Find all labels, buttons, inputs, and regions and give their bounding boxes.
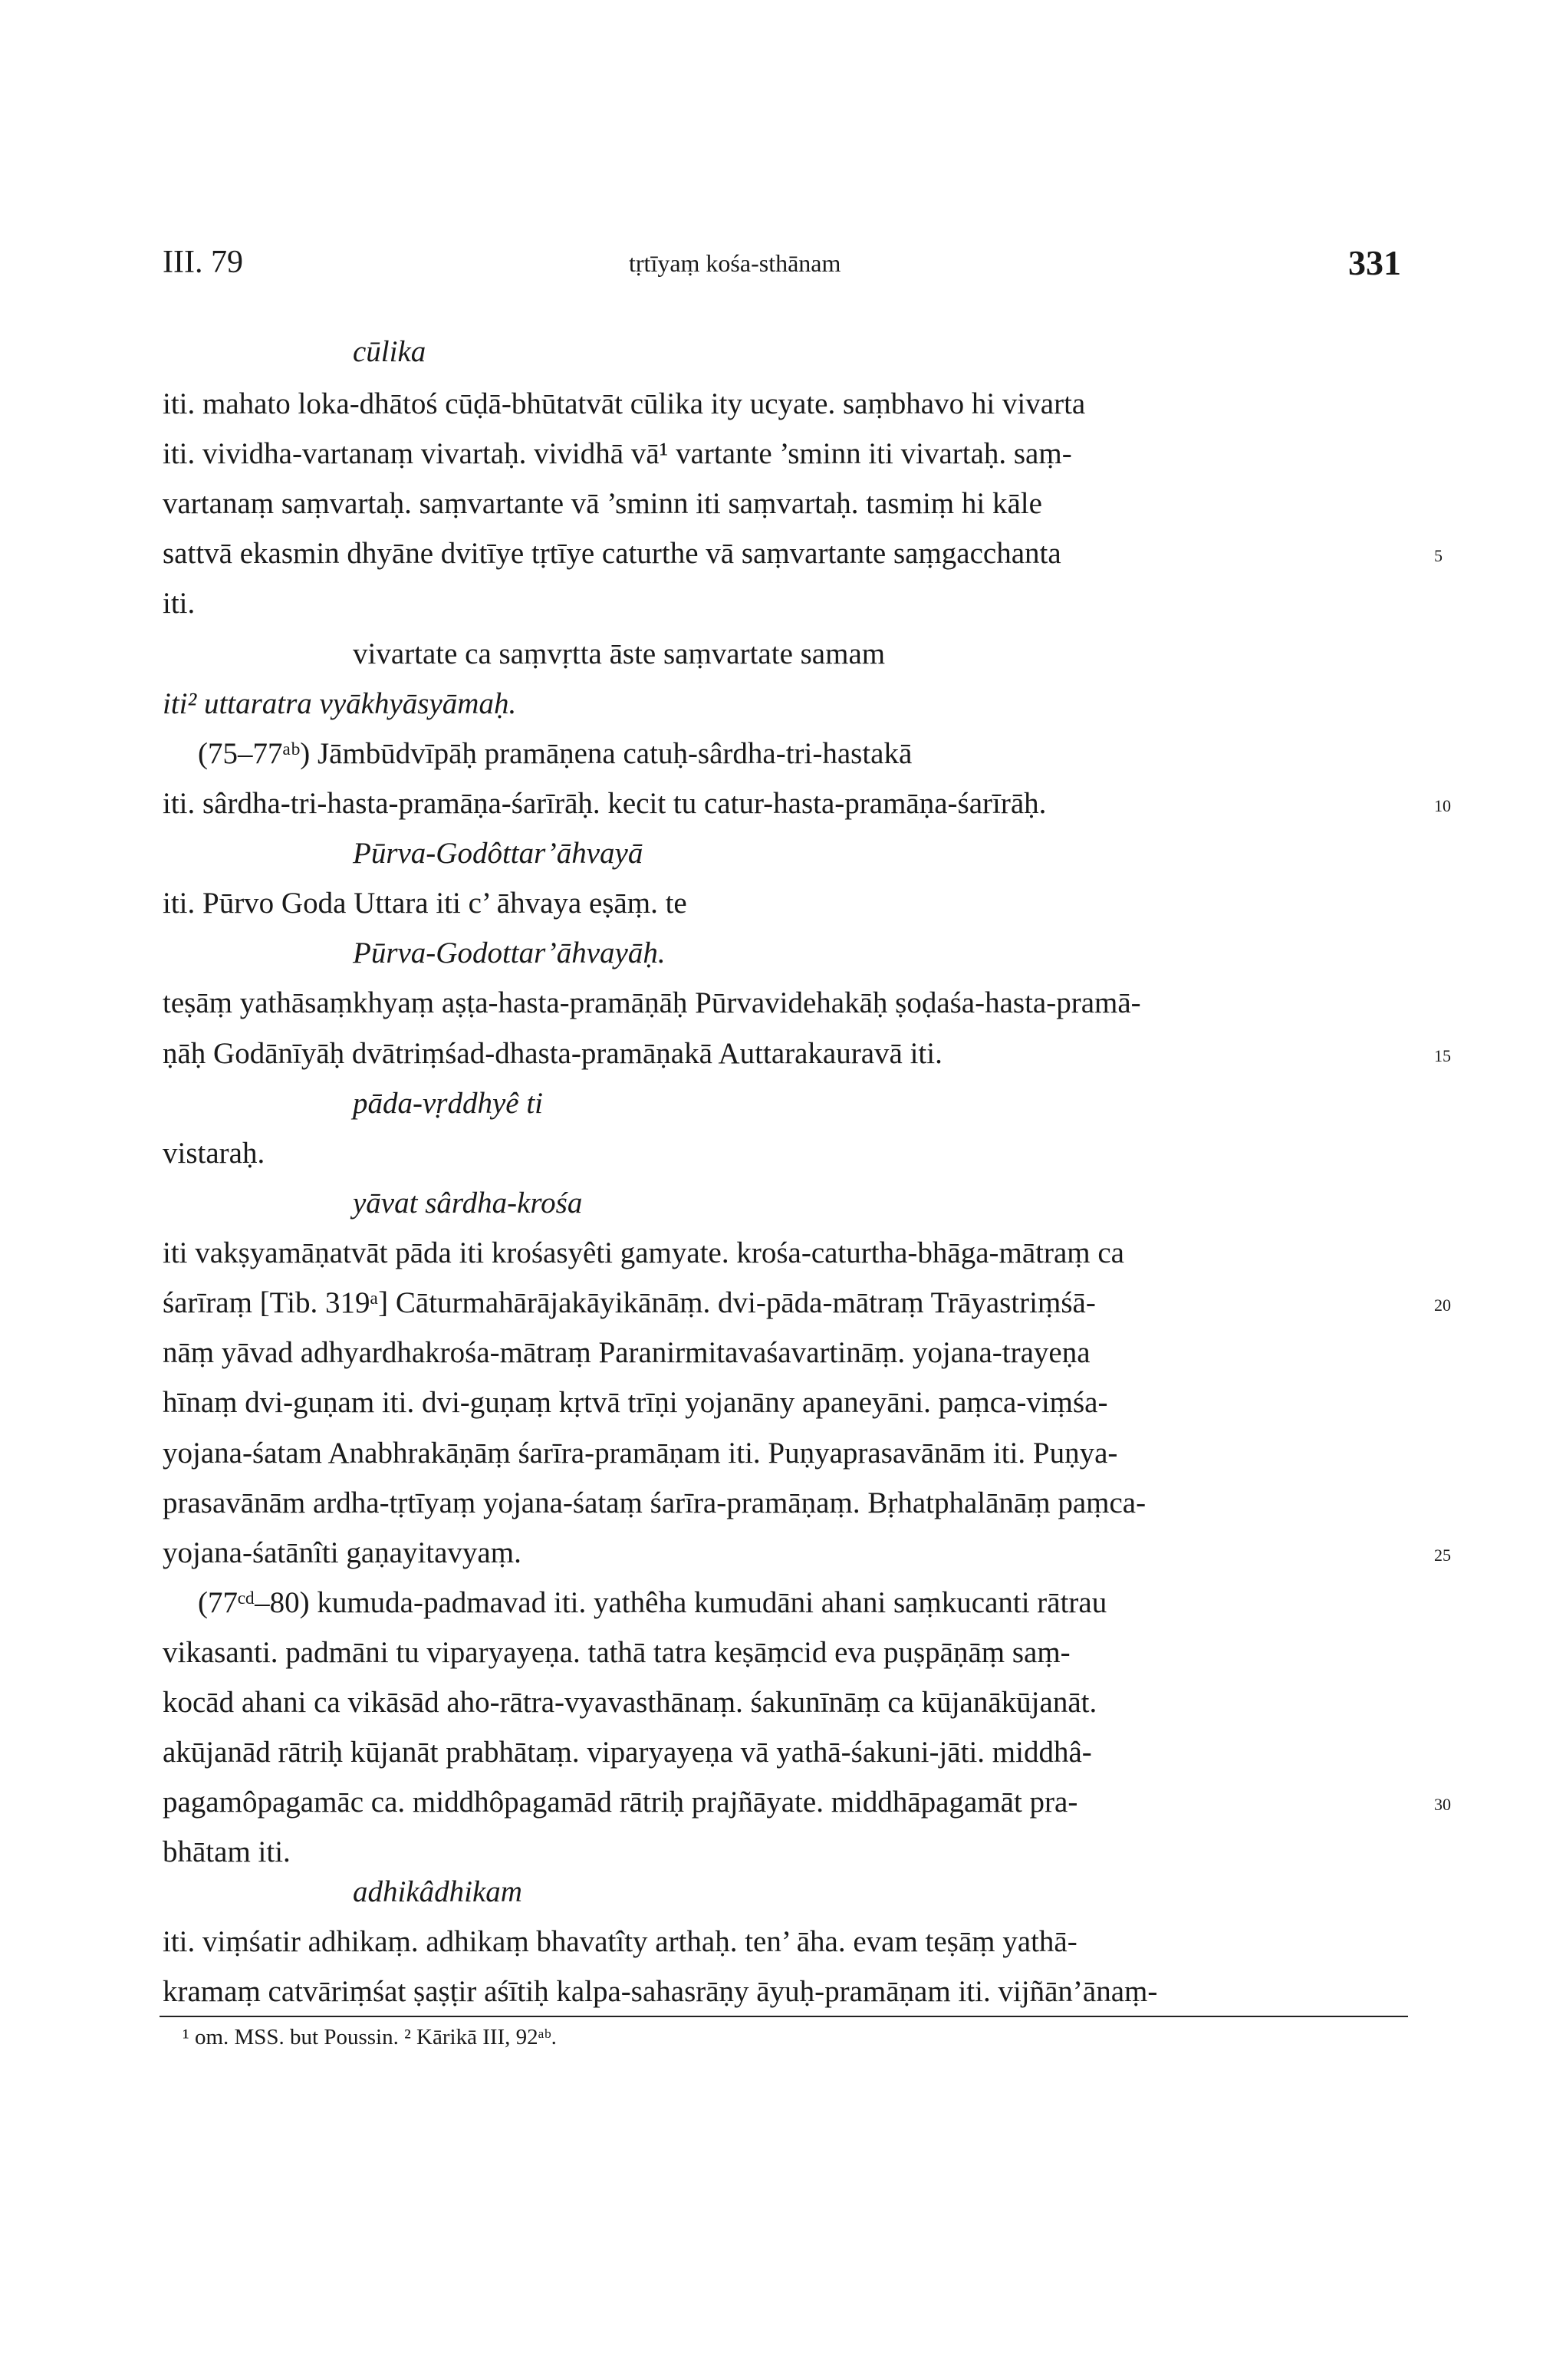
text-line: iti. vividha-vartanaṃ vivartaḥ. vividhā vā¹ vartante ’sminn iti vivartaḥ. saṃ-: [163, 437, 1072, 470]
text-line: akūjanād rātriḥ kūjanāt prabhātaṃ. viparyayeṇa vā yathā-śakuni-jāti. middhâ-: [163, 1736, 1092, 1769]
text-line: pāda-vṛddhyê ti: [353, 1087, 544, 1120]
text-line: hīnaṃ dvi-guṇam iti. dvi-guṇaṃ kṛtvā trīṇi yojanāny apaneyāni. paṃca-viṃśa-: [163, 1386, 1108, 1419]
text-line: iti. mahato loka-dhātoś cūḍā-bhūtatvāt cūlika ity ucyate. saṃbhavo hi vivarta: [163, 387, 1086, 420]
page-number: 331: [1348, 243, 1401, 282]
text-line: nāṃ yāvad adhyardhakrośa-mātraṃ Paranirmitavaśavartināṃ. yojana-trayeṇa: [163, 1336, 1091, 1369]
footnote-rule: [160, 2016, 1408, 2017]
line-number: 30: [1434, 1795, 1451, 1814]
text-line: sattvā ekasmin dhyāne dvitīye tṛtīye caturthe vā saṃvartante saṃgacchanta: [163, 537, 1061, 570]
text-line: vartanaṃ saṃvartaḥ. saṃvartante vā ’sminn iti saṃvartaḥ. tasmiṃ hi kāle: [163, 487, 1042, 520]
text-line: prasavānām ardha-tṛtīyaṃ yojana-śataṃ śarīra-pramāṇaṃ. Bṛhatphalānāṃ paṃca-: [163, 1486, 1147, 1519]
text-line: bhātam iti.: [163, 1835, 291, 1868]
line-number: 15: [1434, 1046, 1451, 1065]
text-line: iti.: [163, 587, 196, 620]
text-line: iti. sârdha-tri-hasta-pramāṇa-śarīrāḥ. kecit tu catur-hasta-pramāṇa-śarīrāḥ.: [163, 787, 1047, 820]
text-line: iti. Pūrvo Goda Uttara iti c’ āhvaya eṣāṃ. te: [163, 887, 687, 920]
chapter-verse-ref: III. 79: [163, 245, 243, 280]
footnote: ¹ om. MSS. but Poussin. ² Kārikā III, 92ᵃᵇ.: [183, 2025, 557, 2049]
text-line: teṣāṃ yathāsaṃkhyaṃ aṣṭa-hasta-pramāṇāḥ Pūrvavidehakāḥ ṣoḍaśa-hasta-pramā-: [163, 986, 1141, 1019]
text-line: iti² uttaratra vyākhyāsyāmaḥ.: [163, 687, 517, 720]
text-line: Pūrva-Godôttar’āhvayā: [353, 837, 643, 870]
text-line: vivartate ca saṃvṛtta āste saṃvartate samam: [353, 637, 886, 670]
text-line: iti. viṃśatir adhikaṃ. adhikaṃ bhavatîty arthaḥ. ten’ āha. evam teṣāṃ yathā-: [163, 1925, 1077, 1958]
text-line: (77ᶜᵈ–80) kumuda-padmavad iti. yathêha kumudāni ahani saṃkucanti rātrau: [198, 1586, 1107, 1619]
text-line: kocād ahani ca vikāsād aho-rātra-vyavasthānaṃ. śakunīnāṃ ca kūjanākūjanāt.: [163, 1686, 1097, 1719]
text-line: yojana-śatānîti gaṇayitavyaṃ.: [163, 1536, 521, 1569]
text-line: cūlika: [353, 335, 426, 368]
text-line: yojana-śatam Anabhrakāṇāṃ śarīra-pramāṇam iti. Puṇyaprasavānām iti. Puṇya-: [163, 1437, 1118, 1470]
line-number: 25: [1434, 1546, 1451, 1565]
text-line: yāvat sârdha-krośa: [353, 1187, 583, 1220]
text-line: iti vakṣyamāṇatvāt pāda iti krośasyêti gamyate. krośa-caturtha-bhāga-mātraṃ ca: [163, 1236, 1124, 1269]
text-line: (75–77ᵃᵇ) Jāmbūdvīpāḥ pramāṇena catuḥ-sârdha-tri-hastakā: [198, 737, 913, 770]
text-line: vistaraḥ.: [163, 1137, 265, 1170]
line-number: 5: [1434, 546, 1443, 565]
text-line: pagamôpagamāc ca. middhôpagamād rātriḥ prajñāyate. middhāpagamāt pra-: [163, 1786, 1078, 1819]
text-line: ṇāḥ Godānīyāḥ dvātriṃśad-dhasta-pramāṇakā Auttarakauravā iti.: [163, 1037, 943, 1070]
text-line: kramaṃ catvāriṃśat ṣaṣṭir aśītiḥ kalpa-sahasrāṇy āyuḥ-pramāṇam iti. vijñān’ānaṃ-: [163, 1975, 1158, 2008]
text-line: Pūrva-Godottar’āhvayāḥ.: [353, 937, 666, 969]
text-line: śarīraṃ [Tib. 319ᵃ] Cāturmahārājakāyikānāṃ. dvi-pāda-mātraṃ Trāyastriṃśā-: [163, 1286, 1096, 1319]
line-number: 10: [1434, 796, 1451, 815]
text-line: vikasanti. padmāni tu viparyayeṇa. tathā tatra keṣāṃcid eva puṣpāṇāṃ saṃ-: [163, 1636, 1071, 1669]
text-line: adhikâdhikam: [353, 1875, 522, 1908]
line-number: 20: [1434, 1295, 1451, 1315]
running-title: tṛtīyaṃ kośa-sthānam: [629, 249, 841, 277]
